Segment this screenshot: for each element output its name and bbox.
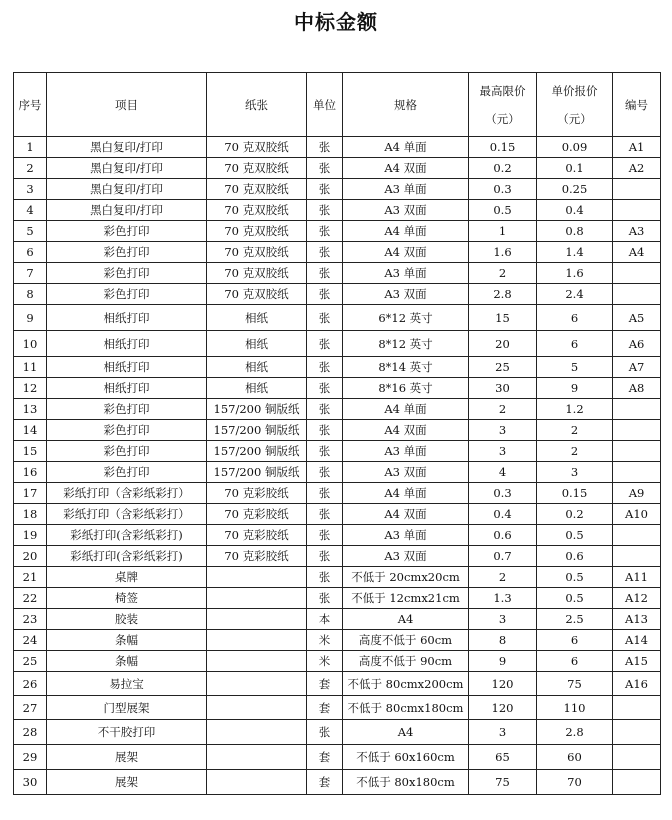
cell-unit: 套 — [307, 672, 343, 696]
cell-spec: 不低于 20cmx20cm — [343, 567, 469, 588]
cell-max: 65 — [469, 745, 537, 770]
cell-quote: 2.5 — [537, 609, 613, 630]
cell-no: 14 — [14, 420, 47, 441]
cell-code — [613, 525, 661, 546]
cell-paper — [207, 651, 307, 672]
cell-code: A2 — [613, 158, 661, 179]
cell-no: 6 — [14, 242, 47, 263]
cell-max: 0.3 — [469, 179, 537, 200]
cell-paper: 157/200 铜版纸 — [207, 441, 307, 462]
table-row — [14, 546, 661, 567]
cell-spec: A4 单面 — [343, 221, 469, 242]
cell-item: 相纸打印 — [47, 305, 207, 331]
cell-item: 彩纸打印（含彩纸彩打） — [47, 504, 207, 525]
cell-paper — [207, 567, 307, 588]
cell-spec: A3 双面 — [343, 200, 469, 221]
header-spec: 规格 — [343, 73, 469, 137]
cell-quote: 1.2 — [537, 399, 613, 420]
cell-paper: 70 克彩胶纸 — [207, 525, 307, 546]
cell-max: 0.7 — [469, 546, 537, 567]
table-row — [14, 483, 661, 504]
cell-quote: 0.2 — [537, 504, 613, 525]
cell-quote: 0.5 — [537, 567, 613, 588]
cell-item: 彩色打印 — [47, 420, 207, 441]
cell-unit: 套 — [307, 696, 343, 720]
cell-no: 11 — [14, 357, 47, 378]
cell-item: 不干胶打印 — [47, 720, 207, 745]
header-paper: 纸张 — [207, 73, 307, 137]
cell-paper: 70 克彩胶纸 — [207, 504, 307, 525]
cell-unit: 米 — [307, 630, 343, 651]
cell-spec: A4 单面 — [343, 483, 469, 504]
cell-paper: 70 克双胶纸 — [207, 284, 307, 305]
cell-quote: 0.15 — [537, 483, 613, 504]
cell-no: 3 — [14, 179, 47, 200]
cell-max: 4 — [469, 462, 537, 483]
table-row — [14, 420, 661, 441]
table-row — [14, 200, 661, 221]
cell-paper: 70 克双胶纸 — [207, 263, 307, 284]
cell-unit: 张 — [307, 441, 343, 462]
cell-spec: A4 单面 — [343, 399, 469, 420]
cell-spec: A4 — [343, 609, 469, 630]
table-row — [14, 378, 661, 399]
table-row — [14, 696, 661, 720]
cell-spec: 6*12 英寸 — [343, 305, 469, 331]
cell-max: 3 — [469, 441, 537, 462]
cell-code: A3 — [613, 221, 661, 242]
cell-unit: 张 — [307, 221, 343, 242]
cell-spec: A3 双面 — [343, 462, 469, 483]
cell-code — [613, 399, 661, 420]
header-quote-unit: （元） — [557, 111, 592, 126]
cell-unit: 张 — [307, 525, 343, 546]
cell-quote: 110 — [537, 696, 613, 720]
cell-paper: 70 克双胶纸 — [207, 242, 307, 263]
cell-code — [613, 420, 661, 441]
cell-quote: 0.1 — [537, 158, 613, 179]
cell-spec: 不低于 12cmx21cm — [343, 588, 469, 609]
cell-spec: A4 — [343, 720, 469, 745]
cell-no: 1 — [14, 137, 47, 158]
cell-unit: 本 — [307, 609, 343, 630]
table-row — [14, 525, 661, 546]
cell-paper: 70 克双胶纸 — [207, 221, 307, 242]
cell-paper: 157/200 铜版纸 — [207, 462, 307, 483]
cell-max: 3 — [469, 420, 537, 441]
cell-item: 展架 — [47, 745, 207, 770]
table-row — [14, 462, 661, 483]
cell-quote: 2.8 — [537, 720, 613, 745]
cell-item: 彩纸打印(含彩纸彩打) — [47, 546, 207, 567]
table-row — [14, 242, 661, 263]
cell-no: 12 — [14, 378, 47, 399]
header-seq: 序号 — [14, 73, 47, 137]
cell-code: A10 — [613, 504, 661, 525]
cell-code: A8 — [613, 378, 661, 399]
cell-spec: A4 双面 — [343, 242, 469, 263]
cell-paper: 相纸 — [207, 378, 307, 399]
cell-code — [613, 441, 661, 462]
cell-max: 120 — [469, 672, 537, 696]
cell-max: 30 — [469, 378, 537, 399]
cell-no: 26 — [14, 672, 47, 696]
cell-code — [613, 770, 661, 795]
cell-paper: 相纸 — [207, 331, 307, 357]
header-max-price-unit: （元） — [485, 111, 520, 126]
price-table — [13, 72, 661, 795]
cell-spec: A3 单面 — [343, 263, 469, 284]
cell-item: 黑白复印/打印 — [47, 200, 207, 221]
cell-unit: 张 — [307, 567, 343, 588]
cell-item: 彩色打印 — [47, 441, 207, 462]
cell-paper — [207, 745, 307, 770]
cell-code — [613, 263, 661, 284]
cell-unit: 张 — [307, 357, 343, 378]
page-title: 中标金额 — [294, 10, 378, 34]
cell-max: 25 — [469, 357, 537, 378]
cell-max: 15 — [469, 305, 537, 331]
cell-quote: 0.09 — [537, 137, 613, 158]
cell-unit: 张 — [307, 263, 343, 284]
cell-no: 18 — [14, 504, 47, 525]
cell-item: 桌牌 — [47, 567, 207, 588]
cell-quote: 0.4 — [537, 200, 613, 221]
cell-unit: 米 — [307, 651, 343, 672]
cell-paper — [207, 630, 307, 651]
cell-spec: 8*16 英寸 — [343, 378, 469, 399]
cell-max: 0.6 — [469, 525, 537, 546]
cell-no: 28 — [14, 720, 47, 745]
cell-unit: 套 — [307, 770, 343, 795]
cell-max: 2 — [469, 263, 537, 284]
cell-quote: 2.4 — [537, 284, 613, 305]
cell-code: A5 — [613, 305, 661, 331]
cell-spec: 高度不低于 90cm — [343, 651, 469, 672]
table-row — [14, 284, 661, 305]
table-row — [14, 672, 661, 696]
cell-no: 19 — [14, 525, 47, 546]
cell-item: 展架 — [47, 770, 207, 795]
cell-max: 1.6 — [469, 242, 537, 263]
cell-quote: 0.5 — [537, 588, 613, 609]
table-row — [14, 588, 661, 609]
cell-paper — [207, 720, 307, 745]
cell-max: 0.2 — [469, 158, 537, 179]
cell-quote: 1.6 — [537, 263, 613, 284]
cell-unit: 张 — [307, 179, 343, 200]
cell-paper: 157/200 铜版纸 — [207, 399, 307, 420]
cell-item: 黑白复印/打印 — [47, 137, 207, 158]
cell-item: 彩色打印 — [47, 242, 207, 263]
cell-quote: 6 — [537, 305, 613, 331]
cell-item: 条幅 — [47, 651, 207, 672]
cell-unit: 张 — [307, 483, 343, 504]
cell-unit: 张 — [307, 720, 343, 745]
cell-max: 1.3 — [469, 588, 537, 609]
cell-code: A12 — [613, 588, 661, 609]
cell-no: 29 — [14, 745, 47, 770]
cell-item: 条幅 — [47, 630, 207, 651]
cell-quote: 6 — [537, 651, 613, 672]
cell-spec: A4 双面 — [343, 504, 469, 525]
cell-spec: A3 双面 — [343, 284, 469, 305]
cell-item: 彩色打印 — [47, 221, 207, 242]
cell-paper — [207, 609, 307, 630]
cell-max: 2 — [469, 567, 537, 588]
cell-code — [613, 745, 661, 770]
cell-no: 25 — [14, 651, 47, 672]
cell-code: A9 — [613, 483, 661, 504]
cell-no: 7 — [14, 263, 47, 284]
cell-quote: 70 — [537, 770, 613, 795]
cell-quote: 3 — [537, 462, 613, 483]
cell-spec: 不低于 60x160cm — [343, 745, 469, 770]
table-row — [14, 770, 661, 795]
cell-code — [613, 179, 661, 200]
cell-no: 21 — [14, 567, 47, 588]
cell-code: A15 — [613, 651, 661, 672]
table-row — [14, 630, 661, 651]
cell-item: 门型展架 — [47, 696, 207, 720]
cell-code: A6 — [613, 331, 661, 357]
cell-code — [613, 696, 661, 720]
cell-spec: 高度不低于 60cm — [343, 630, 469, 651]
cell-quote: 1.4 — [537, 242, 613, 263]
table-row — [14, 137, 661, 158]
cell-paper: 70 克双胶纸 — [207, 200, 307, 221]
table-row — [14, 399, 661, 420]
cell-no: 16 — [14, 462, 47, 483]
cell-no: 9 — [14, 305, 47, 331]
cell-unit: 张 — [307, 137, 343, 158]
cell-no: 22 — [14, 588, 47, 609]
cell-item: 椅签 — [47, 588, 207, 609]
cell-item: 相纸打印 — [47, 357, 207, 378]
cell-code: A13 — [613, 609, 661, 630]
cell-code: A16 — [613, 672, 661, 696]
cell-no: 30 — [14, 770, 47, 795]
cell-unit: 张 — [307, 158, 343, 179]
cell-quote: 0.6 — [537, 546, 613, 567]
cell-max: 3 — [469, 720, 537, 745]
table-row — [14, 720, 661, 745]
cell-unit: 套 — [307, 745, 343, 770]
header-quote-label: 单价报价 — [551, 83, 598, 98]
cell-no: 5 — [14, 221, 47, 242]
cell-item: 易拉宝 — [47, 672, 207, 696]
cell-paper: 相纸 — [207, 357, 307, 378]
cell-unit: 张 — [307, 504, 343, 525]
cell-unit: 张 — [307, 242, 343, 263]
cell-item: 黑白复印/打印 — [47, 179, 207, 200]
cell-code: A4 — [613, 242, 661, 263]
cell-quote: 75 — [537, 672, 613, 696]
cell-spec: A3 单面 — [343, 441, 469, 462]
table-row — [14, 221, 661, 242]
table-row — [14, 179, 661, 200]
cell-unit: 张 — [307, 546, 343, 567]
cell-unit: 张 — [307, 399, 343, 420]
cell-quote: 2 — [537, 420, 613, 441]
cell-item: 彩纸打印(含彩纸彩打) — [47, 525, 207, 546]
cell-no: 2 — [14, 158, 47, 179]
cell-quote: 0.5 — [537, 525, 613, 546]
cell-quote: 5 — [537, 357, 613, 378]
cell-max: 0.3 — [469, 483, 537, 504]
cell-item: 相纸打印 — [47, 331, 207, 357]
cell-paper: 70 克双胶纸 — [207, 158, 307, 179]
cell-no: 15 — [14, 441, 47, 462]
cell-code: A1 — [613, 137, 661, 158]
cell-no: 10 — [14, 331, 47, 357]
cell-max: 120 — [469, 696, 537, 720]
table-body — [14, 137, 661, 795]
cell-paper — [207, 588, 307, 609]
table-row — [14, 263, 661, 284]
cell-quote: 6 — [537, 331, 613, 357]
cell-paper — [207, 696, 307, 720]
cell-paper: 70 克双胶纸 — [207, 179, 307, 200]
cell-spec: A4 单面 — [343, 137, 469, 158]
table-row — [14, 331, 661, 357]
header-quote — [537, 73, 613, 137]
cell-unit: 张 — [307, 284, 343, 305]
header-item: 项目 — [47, 73, 207, 137]
cell-no: 8 — [14, 284, 47, 305]
cell-max: 8 — [469, 630, 537, 651]
cell-no: 20 — [14, 546, 47, 567]
table-row — [14, 745, 661, 770]
cell-unit: 张 — [307, 331, 343, 357]
cell-code — [613, 200, 661, 221]
table-row — [14, 357, 661, 378]
cell-item: 彩色打印 — [47, 462, 207, 483]
cell-code — [613, 546, 661, 567]
cell-quote: 60 — [537, 745, 613, 770]
cell-spec: 不低于 80cmx200cm — [343, 672, 469, 696]
cell-paper: 70 克双胶纸 — [207, 137, 307, 158]
table-row — [14, 158, 661, 179]
cell-max: 0.4 — [469, 504, 537, 525]
cell-code: A11 — [613, 567, 661, 588]
cell-item: 彩色打印 — [47, 284, 207, 305]
cell-max: 0.15 — [469, 137, 537, 158]
cell-spec: 不低于 80cmx180cm — [343, 696, 469, 720]
cell-quote: 0.25 — [537, 179, 613, 200]
cell-spec: A4 双面 — [343, 158, 469, 179]
cell-unit: 张 — [307, 200, 343, 221]
cell-paper: 70 克彩胶纸 — [207, 546, 307, 567]
cell-max: 0.5 — [469, 200, 537, 221]
cell-unit: 张 — [307, 588, 343, 609]
table-row — [14, 609, 661, 630]
cell-paper — [207, 672, 307, 696]
cell-paper: 相纸 — [207, 305, 307, 331]
cell-code: A14 — [613, 630, 661, 651]
cell-max: 3 — [469, 609, 537, 630]
cell-max: 20 — [469, 331, 537, 357]
header-max-price — [469, 73, 537, 137]
cell-spec: A4 双面 — [343, 420, 469, 441]
cell-unit: 张 — [307, 305, 343, 331]
cell-spec: 不低于 80x180cm — [343, 770, 469, 795]
cell-quote: 0.8 — [537, 221, 613, 242]
cell-spec: 8*12 英寸 — [343, 331, 469, 357]
cell-max: 2.8 — [469, 284, 537, 305]
table-header — [14, 73, 661, 137]
cell-max: 75 — [469, 770, 537, 795]
cell-max: 1 — [469, 221, 537, 242]
cell-paper: 70 克彩胶纸 — [207, 483, 307, 504]
cell-item: 彩色打印 — [47, 399, 207, 420]
cell-quote: 2 — [537, 441, 613, 462]
cell-quote: 6 — [537, 630, 613, 651]
cell-no: 27 — [14, 696, 47, 720]
table-row — [14, 504, 661, 525]
cell-max: 9 — [469, 651, 537, 672]
header-max-price-label: 最高限价 — [479, 83, 526, 98]
cell-no: 13 — [14, 399, 47, 420]
cell-code — [613, 462, 661, 483]
cell-code: A7 — [613, 357, 661, 378]
cell-code — [613, 720, 661, 745]
cell-paper — [207, 770, 307, 795]
cell-item: 彩纸打印（含彩纸彩打） — [47, 483, 207, 504]
cell-no: 4 — [14, 200, 47, 221]
header-unit: 单位 — [307, 73, 343, 137]
cell-max: 2 — [469, 399, 537, 420]
table-row — [14, 651, 661, 672]
cell-no: 24 — [14, 630, 47, 651]
header-code: 编号 — [613, 73, 661, 137]
cell-spec: A3 单面 — [343, 525, 469, 546]
cell-no: 23 — [14, 609, 47, 630]
cell-spec: A3 单面 — [343, 179, 469, 200]
cell-paper: 157/200 铜版纸 — [207, 420, 307, 441]
cell-code — [613, 284, 661, 305]
cell-spec: A3 双面 — [343, 546, 469, 567]
cell-unit: 张 — [307, 378, 343, 399]
table-row — [14, 305, 661, 331]
cell-no: 17 — [14, 483, 47, 504]
table-row — [14, 567, 661, 588]
cell-unit: 张 — [307, 462, 343, 483]
cell-spec: 8*14 英寸 — [343, 357, 469, 378]
cell-quote: 9 — [537, 378, 613, 399]
table-row — [14, 441, 661, 462]
cell-item: 黑白复印/打印 — [47, 158, 207, 179]
cell-item: 彩色打印 — [47, 263, 207, 284]
cell-item: 胶装 — [47, 609, 207, 630]
cell-unit: 张 — [307, 420, 343, 441]
cell-item: 相纸打印 — [47, 378, 207, 399]
